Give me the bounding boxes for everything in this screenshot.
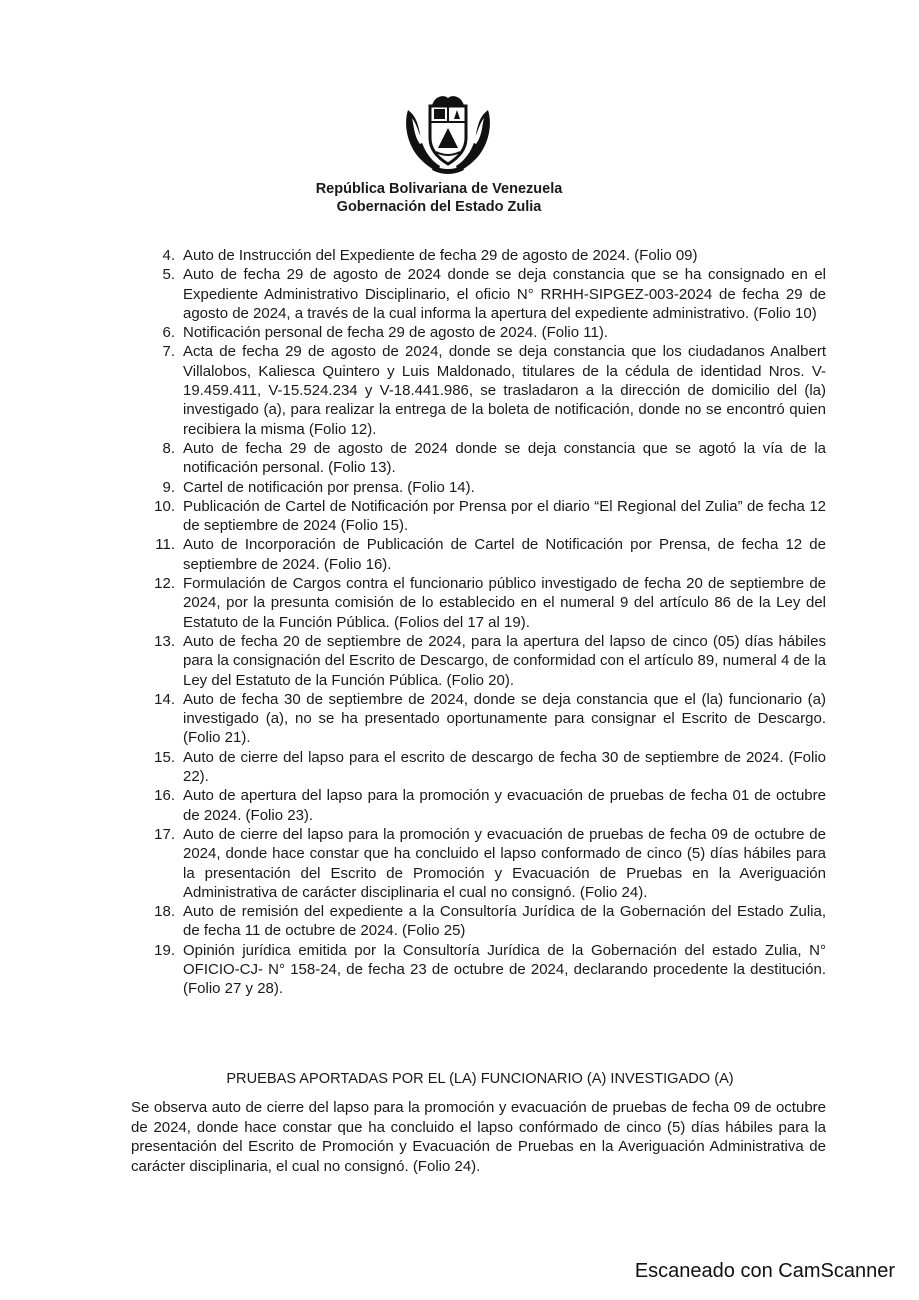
list-item <box>140 825 826 902</box>
item-number: 13. <box>154 632 175 650</box>
item-text: Auto de fecha 20 de septiembre de 2024, para la apertura del lapso de cinco (05) días hábiles para la consignación del Escrito de Descargo, de conformidad con el artículo 89, numeral 4 de la Ley del Estatuto de la Función Pública. (Folio 20). <box>183 632 826 689</box>
item-text: Auto de fecha 29 de agosto de 2024 donde se deja constancia que se agotó la vía de la notificación personal. (Folio 13). <box>183 439 826 477</box>
item-number: 17. <box>154 825 175 843</box>
item-text: Auto de apertura del lapso para la promoción y evacuación de pruebas de fecha 01 de octubre de 2024. (Folio 23). <box>183 787 826 824</box>
camscanner-watermark: Escaneado con CamScanner <box>634 1260 895 1282</box>
item-text: Auto de cierre del lapso para el escrito de descargo de fecha 30 de septiembre de 2024. (Folio 22). <box>183 748 826 786</box>
list-item <box>140 786 826 825</box>
item-number: 14. <box>154 690 175 708</box>
item-number: 6. <box>162 324 175 342</box>
item-text: Formulación de Cargos contra el funcionario público investigado de fecha 20 de septiembre de 2024, por la presunta comisión de lo establecido en el numeral 9 del artículo 86 de la Ley del Estatuto de la Función Pública. (Folios del 17 al 19). <box>183 575 826 631</box>
item-number: 5. <box>162 266 175 284</box>
item-number: 15. <box>154 748 175 766</box>
item-number: 7. <box>162 343 175 361</box>
list-item <box>140 690 826 748</box>
list-item <box>140 748 826 787</box>
item-number: 10. <box>154 497 175 515</box>
item-number: 12. <box>154 575 175 593</box>
item-number: 11. <box>155 536 175 554</box>
item-text: Notificación personal de fecha 29 de agosto de 2024. (Folio 11). <box>183 324 608 342</box>
item-number: 16. <box>154 787 175 805</box>
list-item <box>140 342 826 438</box>
list-item <box>140 632 826 690</box>
list-item <box>140 246 826 265</box>
list-item <box>140 902 826 941</box>
item-text: Publicación de Cartel de Notificación por Prensa por el diario “El Regional del Zulia” de fecha 12 de septiembre de 2024 (Folio 15). <box>183 497 826 535</box>
item-text: Acta de fecha 29 de agosto de 2024, donde se deja constancia que los ciudadanos Analbert Villalobos, Kaliesca Quintero y Luis Maldonado, titulares de la cédula de identidad Nros. V-19.459.411, V-15.524.234 y V-18.441.986, se trasladaron a la dirección de domicilio del (la) investigado (a), para realizar la entrega de la boleta de notificación, donde no se encontró quien recibiera la misma (Folio 12). <box>183 343 826 438</box>
zulia-coat-of-arms-icon <box>402 92 494 178</box>
list-item <box>140 497 826 536</box>
item-text: Opinión jurídica emitida por la Consultoría Jurídica de la Gobernación del estado Zulia, N° OFICIO-CJ- N° 158-24, de fecha 23 de octubre de 2024, declarando procedente la destitución. (Folio 27 y 28). <box>183 941 826 998</box>
proceedings-list <box>140 246 826 999</box>
section-title: PRUEBAS APORTADAS POR EL (LA) FUNCIONARIO (A) INVESTIGADO (A) <box>226 1071 734 1087</box>
item-text: Auto de fecha 30 de septiembre de 2024, donde se deja constancia que el (la) funcionario (a) investigado (a), no se ha presentado oportunamente para consignar el Escrito de Descargo. (Folio 21). <box>183 690 826 747</box>
list-item <box>140 941 826 999</box>
item-text: Cartel de notificación por prensa. (Folio 14). <box>183 478 475 496</box>
list-item <box>140 535 826 574</box>
item-number: 9. <box>162 478 175 496</box>
item-text: Auto de fecha 29 de agosto de 2024 donde se deja constancia que se ha consignado en el Expediente Administrativo Disciplinario, el oficio N° RRHH-SIPGEZ-003-2024 de fecha 29 de agosto de 2024, a través de la cual informa la apertura del expediente administrativo. (Folio 10) <box>183 266 826 322</box>
item-text: Auto de Incorporación de Publicación de Cartel de Notificación por Prensa, de fecha 12 de septiembre de 2024. (Folio 16). <box>183 536 826 573</box>
item-text: Auto de cierre del lapso para la promoción y evacuación de pruebas de fecha 09 de octubre de 2024, donde hace constar que ha concluido el lapso conformado de cinco (5) días hábiles para la presentación del Escrito de Promoción y Evacuación de Pruebas en la Averiguación Administrativa de carácter disciplinaria el cual no consignó. (Folio 24). <box>183 825 826 901</box>
item-number: 18. <box>154 903 175 921</box>
list-item <box>140 323 826 342</box>
list-item <box>140 439 826 478</box>
header-republic: República Bolivariana de Venezuela <box>315 181 563 197</box>
item-text: Auto de remisión del expediente a la Consultoría Jurídica de la Gobernación del Estado Zulia, de fecha 11 de octubre de 2024. (Folio 25) <box>183 903 826 940</box>
list-item <box>140 265 826 323</box>
header-government: Gobernación del Estado Zulia <box>336 199 542 215</box>
item-number: 8. <box>162 439 175 457</box>
item-number: 19. <box>154 941 175 959</box>
list-item <box>140 478 826 497</box>
item-text: Auto de Instrucción del Expediente de fecha 29 de agosto de 2024. (Folio 09) <box>183 247 698 264</box>
item-number: 4. <box>162 247 175 264</box>
list-item <box>140 574 826 632</box>
section-body: Se observa auto de cierre del lapso para la promoción y evacuación de pruebas de fecha 09 de octubre de 2024, donde hace constar que ha concluido el lapso confórmado de cinco (5) días hábiles para la presentación del Escrito de Promoción y Evacuación de Pruebas en la Averiguación Administrativa de carácter disciplinaria, el cual no consignó. (Folio 24). <box>131 1099 826 1175</box>
